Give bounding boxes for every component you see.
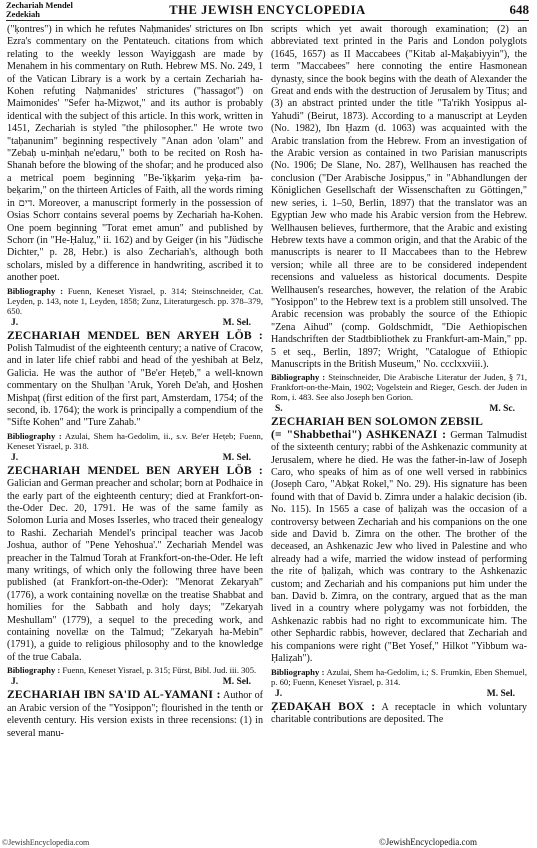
entry-heading: ZECHARIAH MENDEL BEN ARYEH LÖB : <box>7 328 263 342</box>
bibliography <box>7 431 263 451</box>
bibliography-label: Bibliography : <box>271 372 326 383</box>
bibliography <box>7 286 263 316</box>
entry-heading: ZECHARIAH MENDEL BEN ARYEH LÖB : <box>7 463 263 477</box>
page-header <box>6 0 529 21</box>
page-number: 648 <box>509 2 529 17</box>
bibliography-label: Bibliography : <box>271 666 325 677</box>
article-entry <box>7 689 263 740</box>
running-head-line-2: Zedekiah <box>6 9 41 19</box>
signature-author: M. Sel. <box>222 317 251 328</box>
article-text: Galician and German preacher and scholar; born at Podhaice in the early part of the eighteenth century; died at Frankfort-on-the-Oder Dec. 20, 1791. He was of the same family as Solomon Luria and Moses Isserles, who traced their genealogy to Rashi. Zechariah Mendel's principal teacher was Jacob Joshua, author of "Pene Yehoshua'." Zechariah Mendel was preacher in the Talmud Torah at Frankfort-on-the-Oder. He left many writings, of which only the following three have been published (at Frankfort-on-the-Oder): "Menorat Zekaryah" (1776), a work containing novellæ on the treatise Shabbat and homilies for the Sabbath and holy days; "Zekaryah Meshullam" (1779), a sequel to the preceding work, and containing novellæ on the Talmud; "Zekaryah ha-Mebin" (1791), a guide to religious philosophy and to the knowledge of the true Cabala. <box>7 478 263 663</box>
signature-author: M. Sel. <box>222 452 251 463</box>
article-text: ("ḳontres") in which he refutes Naḥmanides' strictures on Ibn Ezra's commentary on the Pentateuch. citations from which relating to the weekly lesson Wayiggash are made by Menahem in his commentary on Ruth. Hebrew MS. No. 249, 1 of the Vatican Library is a work by a certain Zechariah ha-Kohen refuting Naḥmanides' strictures ("hassagot") on Maimonides' "Sefer ha-Miẓwot," and its author is probably identical with the subject of this article. In this work, written in 1451, Zechariah is styled "the philosopher." He wrote two "taḥanunim" beginning respectively "Anan adon 'olam" and "Zebaḥ u-minḥah ne'edaru," both to be recited on Rosh ha-Shanah before the blowing of the shofar; and he produced also a metrical poem beginning "Be-'iḳḳarim yeḳa-rim ḥa-beḳarim," on the thirteen Articles of Faith, all the words riming in דים. Moreover, a manuscript formerly in the possession of Osias Schorr contains several poems by Zechariah ha-Kohen. One poem beginning "Torat emet amun" and published by Schorr (in "He-Ḥaluẓ," ii. 162) and by Geiger (in his "Jüdische Dichter," p. 28, Hebr.) is also Zechariah's, although both scholars, misled by a difference in handwriting, ascribed it to another poet. <box>7 24 263 284</box>
article-text: German Talmudist of the sixteenth century; rabbi of the Ashkenazic community at Jerusalem, where he died. He was the father-in-law of Joseph Caro, who speaks of him as of one well versed in rabbinics (Joseph Caro, "Abḳat Rokel," No. 29). His signature has been found with that of David b. Zimra under a halakic decision (ib. No. 115). In 1565 a case of ḥaliẓah was the occasion of a controversy between Zechariah and his companions on the one side and David b. Zimra on the other. The brother of the deceased, an Ashkenazic Jew who lived in Palestine and who already had a wife, married the widow instead of performing the rite of ḥaliẓah, which was contrary to the Ashkenazic custom; and Zechariah and his companions put him under the ban. David b. Zimra, on the contrary, argued that as the man lived in a country where polygamy was not forbidden, the Ashkenazic rabbis had no right to excommunicate him. The other Sephardic rabbis, however, declared that Zechariah and his companions were right ("Bet Yosef," Hilkot "Yibbum wa-Ḥaliẓah"). <box>271 429 528 665</box>
article-text: scripts which yet await thorough examination; (2) an abbreviated text printed in the Paris and London polyglots (1645, 1657) as II Maccabees ("Kitab al-Maḳabiyyin"), the term "Maccabees" here connoting the entire Hasmonean dynasty, since the book begins with the death of Alexander the Great and ends with the destruction of Jerusalem by Titus; and (3) an abstract printed under the title "Ta'rikh Yosippus al-Yahudi" (Beirut, 1873). According to a manuscript at Leyden (No. 1982), Ibn Ḥazm (d. 1063) was acquainted with the Arabic translation from the Hebrew. From an investigation of the Arabic version as contained in two Parisian manuscripts (No. 1906; De Slane, No. 287), Wellhausen has reached the conclusion ("Der Arabische Josippus," in "Abhandlungen der Königlichen Gesellschaft der Wissenschaften zu Göttingen," new series, i. 1–50, Berlin, 1897) that the translator was an Egyptian Jew who made his Arabic version from the Hebrew. Wellhausen believes, furthermore, that the Arabic and existing Hebrew texts have a common origin, and that the Arabic of the manuscripts is nearer to II Maccabees than to the Hebrew version; while all three are to be considered independent recensions and valueless as historical documents. Despite Wellhausen's researches, however, the relation of the Arabic "Yosippon" to the Hebrew text is a problem still unsolved. The Arabic recension was probably the source of the Ethiopic "Zena Aihud" (comp. Goldschmidt, "Die Aethiopischen Handschriften der Stadtbibliothek zu Frankfurt-am-Main," pp. 5 et seq., Berlin, 1897; Wright, "Catalogue of Ethiopic Manuscripts in the British Museum," No. ccclxxviii.). <box>271 24 527 370</box>
signature <box>271 402 527 416</box>
article-entry <box>271 701 527 727</box>
footer-watermark: ©JewishEncyclopedia.com <box>2 838 90 847</box>
signature-author: M. Sel. <box>222 677 251 688</box>
bibliography <box>271 667 527 687</box>
signature-author: M. Sel. <box>486 688 515 699</box>
bibliography <box>7 665 263 675</box>
signature-initial: J. <box>11 677 19 688</box>
signature-initial: J. <box>275 688 283 699</box>
signature <box>7 675 263 689</box>
article-text: Author of an Arabic version of the "Yosippon"; flourished in the tenth or eleventh century. His version exists in three recensions: (1) in several manu- <box>7 690 264 739</box>
article-entry <box>7 330 263 430</box>
right-column <box>271 24 527 726</box>
signature-initial: J. <box>11 452 19 463</box>
entry-heading: ẒEDAḲAH BOX : <box>271 699 376 713</box>
signature-initial: J. <box>11 317 19 328</box>
bibliography-label: Bibliography : <box>7 285 63 296</box>
entry-heading: ZECHARIAH BEN SOLOMON ZEBSIL <box>271 415 484 429</box>
bibliography-label: Bibliography : <box>7 665 61 676</box>
entry-heading: ZECHARIAH IBN SA'ID AL-YAMANI : <box>7 688 221 702</box>
article-entry <box>7 465 263 665</box>
footer-watermark-right: ©JewishEncyclopedia.com <box>378 837 477 847</box>
bibliography-text: Steinschneider, Die Arabische Literatur der Juden, § 71, Frankfort-on-the-Main, 1902; Vogelstein and Rieger, Gesch. der Juden in Rom, i. 483. See also Joseph ben Gorion. <box>271 372 528 403</box>
signature <box>7 316 263 330</box>
bibliography-label: Bibliography : <box>7 430 62 441</box>
article-entry <box>271 429 527 666</box>
signature <box>271 687 527 701</box>
signature-author: M. Sc. <box>489 404 515 415</box>
bibliography <box>271 372 527 402</box>
bibliography-text: Fuenn, Keneset Yisrael, p. 314; Steinschneider, Cat. Leyden, p. 143, note 1, Leyden, 1858; Zunz, Literaturgesch. pp. 378–379, 650. <box>7 285 263 316</box>
article-text: Polish Talmudist of the eighteenth century; a native of Cracow, and in later life chief rabbi and head of the yeshibah at Belz, Galicia. He was the author of "Be'er Heṭeb," a well-known commentary on the Shulḥan 'Aruk, Yoreh De'ah, and Ḥoshen Mishpaṭ (first edition of the first part, Amsterdam, 1754; of the second, ib. 1764); the work is principally a compendium of the "Sifte Kohen" and "Ture Zahab." <box>7 342 263 429</box>
running-head-line-1: Zechariah Mendel <box>6 0 73 10</box>
bibliography-text: Azulai, Shem ha-Gedolim, ii., s.v. Be'er Heṭeb; Fuenn, Keneset Yisrael, p. 318. <box>7 430 263 451</box>
article-text: A receptacle in which voluntary charitable contributions are deposited. The <box>271 701 527 725</box>
bibliography-text: Fuenn, Keneset Yisrael, p. 315; Fürst, Bibl. Jud. iii. 305. <box>62 665 257 676</box>
signature-initial: S. <box>275 404 283 415</box>
bibliography-text: Azulai, Shem ha-Gedolim, i.; S. Frumkin, Eben Shemuel, p. 60; Fuenn, Keneset Yisrael, p. 314. <box>271 666 527 687</box>
signature <box>7 451 263 465</box>
entry-heading-continued: (= "Shabbethai") ASHKENAZI : <box>271 427 447 441</box>
book-title: THE JEWISH ENCYCLOPEDIA <box>169 3 366 17</box>
left-column <box>7 24 263 740</box>
